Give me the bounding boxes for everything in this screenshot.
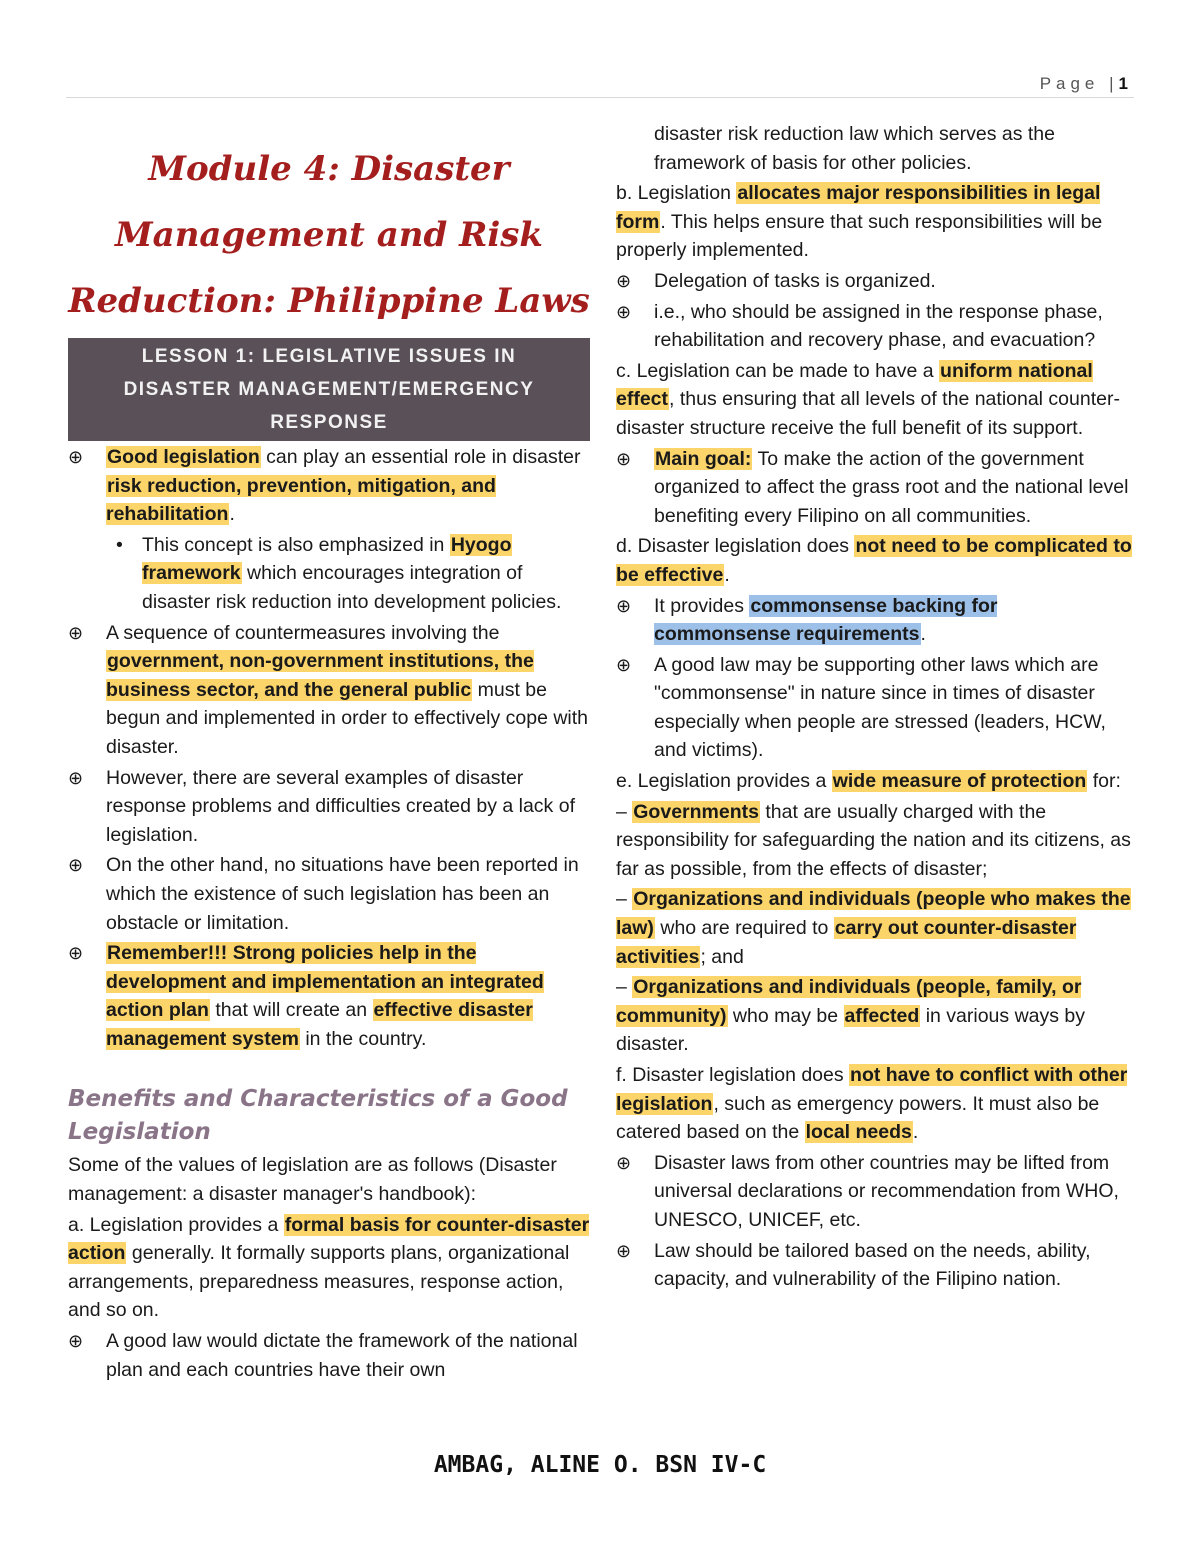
- module-title: Module 4: Disaster Management and Risk Reduction: Philippine Laws: [68, 149, 590, 321]
- circled-plus-icon: ⊕: [616, 1240, 632, 1261]
- circled-plus-icon: ⊕: [616, 654, 632, 675]
- circled-plus-icon: ⊕: [616, 595, 632, 616]
- bullet-remember: ⊕ Remember!!! Strong policies help in the development and implementation an integrated action plan that will create an effective disaster management system in the country.: [68, 939, 590, 1053]
- bullet-countermeasures: ⊕ A sequence of countermeasures involving the government, non-government institutions, the business sector, and the general public must be begun and implemented in order to effectively cope with disaster.: [68, 619, 590, 762]
- bullet-commonsense: ⊕ It provides commonsense backing for commonsense requirements.: [616, 592, 1136, 649]
- bullet-tailored: ⊕ Law should be tailored based on the needs, ability, capacity, and vulnerability of the Filipino nation.: [616, 1237, 1136, 1294]
- circled-plus-icon: ⊕: [616, 1152, 632, 1173]
- paragraph-b: b. Legislation allocates major responsibilities in legal form. This helps ensure that such responsibilities will be properly implemented.: [616, 182, 1103, 262]
- bullet-no-situations: ⊕ On the other hand, no situations have been reported in which the existence of such legislation has been an obstacle or limitation.: [68, 851, 590, 937]
- circled-plus-icon: ⊕: [616, 270, 632, 291]
- circled-plus-icon: ⊕: [68, 943, 84, 964]
- section-heading-benefits: Benefits and Characteristics of a Good Legislation: [68, 1086, 568, 1146]
- author-footer: AMBAG, ALINE O. BSN IV-C: [433, 1452, 767, 1478]
- bullet-response-problems: ⊕ However, there are several examples of disaster response problems and difficulties created by a lack of legislation.: [68, 764, 590, 850]
- paragraph-e-governments: – Governments that are usually charged with the responsibility for safeguarding the nation and its citizens, as far as possible, from the effects of disaster;: [616, 800, 1131, 880]
- circled-plus-icon: ⊕: [68, 855, 84, 876]
- paragraph-e-organizations-community: – Organizations and individuals (people, family, or community) who may be affected in various ways by disaster.: [616, 976, 1086, 1056]
- page-number: 1: [1118, 74, 1128, 93]
- right-column: [616, 120, 1136, 1296]
- circled-plus-icon: ⊕: [616, 301, 632, 322]
- paragraph-f: f. Disaster legislation does not have to conflict with other legislation, such as emergency powers. It must also be catered based on the local needs.: [616, 1064, 1128, 1144]
- bullet-good-law: ⊕ A good law may be supporting other laws which are "commonsense" in nature since in times of disaster especially when people are stressed (leaders, HCW, and victims).: [616, 651, 1136, 765]
- paragraph-e: e. Legislation provides a wide measure of protection for:: [616, 770, 1121, 793]
- circled-plus-icon: ⊕: [68, 1331, 84, 1352]
- paragraph-values: Some of the values of legislation are as follows (Disaster management: a disaster manager's handbook):: [68, 1154, 557, 1206]
- page-number-label: Page |1: [1039, 74, 1128, 93]
- lesson-banner: LESSON 1: LEGISLATIVE ISSUES IN DISASTER MANAGEMENT/EMERGENCY RESPONSE: [68, 338, 590, 441]
- circled-plus-icon: ⊕: [68, 622, 84, 643]
- bullet-assignment: ⊕ i.e., who should be assigned in the response phase, rehabilitation and recovery phase, and evacuation?: [616, 298, 1136, 355]
- sub-bullet-hyogo: • This concept is also emphasized in Hyogo framework which encourages integration of disaster risk reduction into development policies.: [68, 531, 590, 617]
- bullet-national-plan: ⊕ A good law would dictate the framework of the national plan and each countries have their own: [68, 1327, 590, 1384]
- left-column: [68, 120, 590, 1386]
- bullet-continuation: disaster risk reduction law which serves as the framework of basis for other policies.: [654, 123, 1055, 174]
- bullet-good-legislation: ⊕ Good legislation can play an essential role in disaster risk reduction, prevention, mitigation, and rehabilitation.: [68, 443, 590, 529]
- bullet-other-countries: ⊕ Disaster laws from other countries may be lifted from universal declarations or recommendation from WHO, UNESCO, UNICEF, etc.: [616, 1149, 1136, 1235]
- circled-plus-icon: ⊕: [68, 447, 84, 467]
- paragraph-e-organizations-law: – Organizations and individuals (people who makes the law) who are required to carry out counter-disaster activities; and: [616, 888, 1131, 968]
- bullet-main-goal: ⊕ Main goal: To make the action of the government organized to affect the grass root and the national level benefiting every Filipino on all communities.: [616, 445, 1136, 531]
- header-rule: [66, 97, 1134, 98]
- paragraph-d: d. Disaster legislation does not need to be complicated to be effective.: [616, 535, 1132, 586]
- bullet-delegation: ⊕ Delegation of tasks is organized.: [616, 267, 1136, 296]
- circled-plus-icon: ⊕: [68, 767, 84, 788]
- paragraph-a: a. Legislation provides a formal basis for counter-disaster action generally. It formally supports plans, organizational arrangements, preparedness measures, response action, and so on.: [68, 1213, 590, 1322]
- paragraph-c: c. Legislation can be made to have a uniform national effect, thus ensuring that all levels of the national counter-disaster structure receive the full benefit of its support.: [616, 359, 1120, 439]
- circled-plus-icon: ⊕: [616, 448, 632, 469]
- bullet-dot-icon: •: [116, 533, 123, 556]
